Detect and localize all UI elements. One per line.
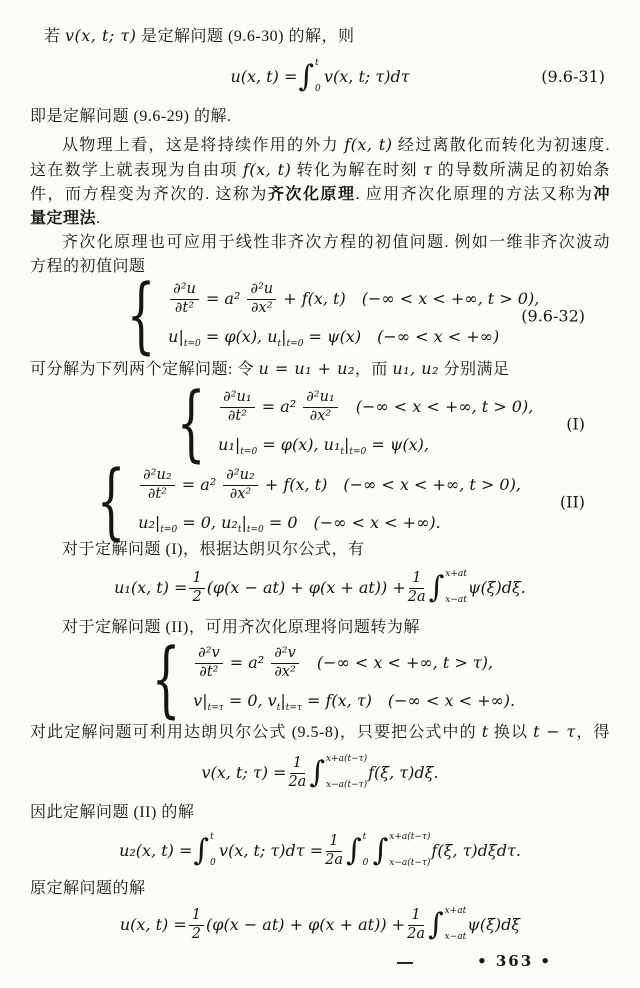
math-text: = ψ(x), <box>366 434 429 454</box>
lower-limit: x−a(t−τ) <box>389 858 431 869</box>
numerator: ∂²u₂ <box>223 468 257 486</box>
paragraph-application <box>30 231 610 279</box>
fraction <box>140 468 174 503</box>
fraction <box>247 282 276 317</box>
denominator: 2a <box>325 851 343 868</box>
body-text: 件，而方程变为齐次的. 这称为 <box>30 186 268 203</box>
body-text: 的导数所满足的初始条 <box>432 162 610 179</box>
math-text: | <box>281 326 287 346</box>
fraction <box>408 571 426 606</box>
math-text: = a² <box>176 474 222 494</box>
subscript: t=0 <box>240 447 258 458</box>
integral <box>193 833 218 869</box>
fraction <box>325 834 343 869</box>
integral <box>428 907 466 943</box>
integral <box>346 833 371 869</box>
lower-limit: x−at <box>445 595 467 606</box>
denominator: 2 <box>192 588 202 605</box>
upper-limit: x+at <box>444 906 467 916</box>
pde-row <box>138 468 521 503</box>
system-9-6-32: { $\frac{\text{∂²u}}{\text{∂t²}}$ = a² $\frac{\text{∂²u}}{\text{∂x²}}$ + f(x, t) (−∞ < x < +∞, t > 0), $u|_{t=0} = \varphi(x)$, $u_t|_{t=0} = \psi(x)$ (−∞ < x < +∞) (9.6-32) <box>126 268 585 363</box>
fraction <box>170 282 199 317</box>
numerator: 1 <box>408 908 423 926</box>
math-text: ψ(ξ)dξ. <box>467 578 526 598</box>
math-text: = a² <box>256 396 302 416</box>
system-I: { $\frac{\text{∂²u₁}}{\text{∂t²}}$ = a² $\frac{\text{∂²u₁}}{\text{∂x²}}$ (−∞ < x < +∞, t > 0), $u_1|_{t=0} = \varphi(x)$, $u_1_t|_{t=0} = \psi(x)$, (I) <box>176 376 585 471</box>
numerator: ∂²u <box>247 282 276 300</box>
body-text: 因此定解问题 (II) 的解 <box>30 804 195 821</box>
lhs: u₂(x, t) = <box>119 841 193 861</box>
fraction <box>288 756 306 791</box>
math-text: = φ(x), u₁ <box>257 434 341 454</box>
equation-v <box>30 751 610 795</box>
eq31-body: v(x, t; τ)dτ <box>323 67 410 87</box>
denominator: ∂t² <box>147 485 167 502</box>
system-v: { $\frac{\text{∂²v}}{\text{∂t²}}$ = a² $\frac{\text{∂²v}}{\text{∂x²}}$ (−∞ < x < +∞, t > τ), $v|_{t=\tau} = 0$, $v_t|_{t=\tau} = f(x$, τ) (−∞ < x < +∞). <box>151 632 516 727</box>
inline-math-f: f(x, t) <box>344 135 393 154</box>
integral-limits <box>445 907 467 943</box>
upper-limit: x+a(t−τ) <box>389 832 431 842</box>
math-text: = 0, v <box>223 690 277 710</box>
integral-sign: ∫ <box>372 832 389 868</box>
paragraph-line <box>30 158 610 183</box>
body-text: 对于定解问题 (I)，根据达朗贝尔公式，有 <box>62 541 365 558</box>
integral <box>429 570 467 606</box>
system-rows <box>133 468 521 536</box>
math-text: u| <box>168 326 184 346</box>
system-II: { $\frac{\text{∂²u₂}}{\text{∂t²}}$ = a² $\frac{\text{∂²u₂}}{\text{∂x²}}$ + f(x, t) (−∞ < x < +∞, t > 0), $u_2|_{t=0} = 0$, $u_2_t|_{t=0} = 0$ (−∞ < x < +∞). (II) <box>96 454 585 549</box>
term-impulse-2: 量定理法 <box>30 210 97 227</box>
denominator: ∂t² <box>227 407 247 424</box>
math-text: = φ(x), u <box>200 326 278 346</box>
numerator: 1 <box>189 571 204 589</box>
domain-condition: (−∞ < x < +∞, t > 0), <box>355 396 534 416</box>
math-text: ψ(ξ)dξ <box>467 915 521 935</box>
upper-limit: x+at <box>445 569 467 579</box>
subscript: t=0 <box>349 447 367 458</box>
inline-math-tau: τ <box>423 160 433 179</box>
lhs: u(x, t) = <box>119 915 187 935</box>
fraction <box>189 908 204 943</box>
intro-line <box>30 24 610 49</box>
subscript: t=0 <box>246 525 264 536</box>
body-text: 这在数学上就表现为自由项 <box>30 162 243 179</box>
solution-II-line <box>30 801 610 825</box>
subscript: t <box>276 703 281 714</box>
equation-number: (I) <box>566 414 585 434</box>
numerator: 1 <box>326 834 341 852</box>
domain-condition: (−∞ < x < +∞, t > 0), <box>343 474 521 494</box>
fraction <box>189 571 204 606</box>
domain-condition: (−∞ < x < +∞, t > τ), <box>316 652 494 672</box>
system-rows <box>213 390 533 458</box>
math-text: v(x, t; τ)dτ = <box>219 841 324 861</box>
integral-limits <box>363 833 371 869</box>
numerator: 1 <box>409 571 424 589</box>
subscript: t=0 <box>160 525 178 536</box>
body-text: 从物理上看，这是将持续作用的外力 <box>62 137 345 154</box>
math-text: (φ(x − at) + φ(x + at)) + <box>206 915 406 935</box>
integral-sign: ∫ <box>427 906 444 942</box>
body-text: 即是定解问题 (9.6-29) 的解. <box>30 108 232 125</box>
numerator: ∂²v <box>271 646 299 664</box>
numerator: 1 <box>290 756 305 774</box>
paragraph-line <box>30 231 610 255</box>
fraction <box>220 390 254 425</box>
math-text: v| <box>193 690 208 710</box>
math-text: = ψ(x) <box>303 326 362 346</box>
math-text: | <box>280 690 286 710</box>
fraction <box>271 646 299 681</box>
initial-condition-row <box>218 436 533 458</box>
fraction <box>303 390 337 425</box>
math-text: = 0 <box>263 512 298 532</box>
integral <box>309 755 367 791</box>
denominator: 2 <box>191 925 202 942</box>
inline-math-f: f(x, t) <box>242 160 292 179</box>
fraction <box>407 908 425 943</box>
body-text: 原定解问题的解 <box>30 880 146 897</box>
upper-limit: x+a(t−τ) <box>325 754 368 764</box>
equation-number: (9.6-31) <box>541 67 605 87</box>
upper-limit: t <box>210 832 214 842</box>
equation-u2 <box>30 829 610 873</box>
math-text: | <box>241 512 247 532</box>
math-text: + f(x, t) <box>278 288 346 308</box>
body-text: . <box>96 210 101 227</box>
initial-condition-row <box>193 692 515 714</box>
lower-limit: x−at <box>444 932 467 943</box>
body-line <box>30 105 610 129</box>
body-text: 对于定解问题 (II)，可用齐次化原理将问题转为解 <box>62 619 420 636</box>
denominator: 2a <box>407 925 425 942</box>
original-solution-line <box>30 877 610 901</box>
math-text: = 0, u₂ <box>177 512 238 532</box>
subscript: t <box>237 525 242 536</box>
integral-sign: ∫ <box>309 754 325 790</box>
denominator: 2a <box>407 588 426 605</box>
system-rows <box>188 646 515 714</box>
inline-math-u12: u₁, u₂ <box>392 359 439 378</box>
footer-mark <box>397 962 413 964</box>
body-text: . 应用齐次化原理的方法又称为 <box>355 186 594 203</box>
upper-limit: t <box>362 832 367 842</box>
numerator: ∂²u₂ <box>140 468 174 486</box>
subscript: t <box>340 447 344 458</box>
intro-text-1: 若 <box>44 28 66 45</box>
math-text: u₁| <box>218 434 241 454</box>
term-homogenization-principle: 齐次化原理 <box>267 186 356 203</box>
body-text: ，而 <box>354 361 393 378</box>
inline-math-v: v(x, t; τ) <box>65 26 137 45</box>
body-text: 转化为解在时刻 <box>291 162 424 179</box>
integral <box>298 59 323 95</box>
paragraph-line <box>30 255 610 279</box>
inline-math-t-tau: t − τ <box>533 722 576 741</box>
page-number: • 363 • <box>477 952 552 970</box>
integral <box>373 833 431 869</box>
math-text: = f(x, τ) <box>301 690 372 710</box>
body-text: 经过离散化而转化为初速度. <box>392 137 610 154</box>
pde-row <box>193 646 515 681</box>
term-impulse-1: 冲 <box>593 186 610 203</box>
lower-limit: 0 <box>362 858 369 869</box>
initial-condition-row <box>168 328 539 350</box>
numerator: ∂²u₁ <box>220 390 254 408</box>
lower-limit: x−a(t−τ) <box>325 780 368 791</box>
lower-limit: 0 <box>314 84 321 95</box>
domain-condition: (−∞ < x < +∞). <box>313 512 441 532</box>
paragraph-line <box>30 183 610 207</box>
math-text: (φ(x − at) + φ(x + at)) + <box>206 578 406 598</box>
subscript: t <box>277 339 282 350</box>
lower-limit: 0 <box>210 858 216 869</box>
equation-u1 <box>30 566 610 610</box>
denominator: 2a <box>288 773 307 790</box>
inline-math-t: t <box>481 722 489 741</box>
pde-row <box>218 390 533 425</box>
math-text: | <box>343 434 350 454</box>
fraction <box>195 646 223 681</box>
domain-condition: (−∞ < x < +∞) <box>377 326 500 346</box>
domain-condition: (−∞ < x < +∞, t > 0), <box>361 288 540 308</box>
eq31-lhs: u(x, t) = <box>230 67 298 87</box>
numerator: ∂²u <box>170 282 199 300</box>
body-text: 方程的初值问题 <box>30 258 146 275</box>
domain-condition: (−∞ < x < +∞). <box>387 690 516 710</box>
problem-II-line <box>30 616 610 640</box>
subscript: t=0 <box>286 339 304 350</box>
subscript: t=0 <box>183 339 201 350</box>
integral-limits <box>445 570 467 606</box>
initial-condition-row <box>138 514 521 536</box>
denominator: ∂x² <box>309 407 332 424</box>
paragraph-line <box>30 207 610 231</box>
subscript: t=τ <box>285 703 302 714</box>
equation-u-final <box>30 903 610 947</box>
denominator: ∂x² <box>274 663 296 680</box>
denominator: ∂t² <box>174 299 195 316</box>
math-text: f(ξ, τ)dξdτ. <box>431 841 521 861</box>
upper-limit: t <box>314 58 319 68</box>
integral-sign: ∫ <box>345 832 362 868</box>
subscript: t=τ <box>207 703 224 714</box>
math-text: + f(x, t) <box>259 474 328 494</box>
numerator: ∂²u₁ <box>303 390 337 408</box>
lhs: u₁(x, t) = <box>114 578 188 598</box>
math-text: = a² <box>200 288 246 308</box>
integral-sign: ∫ <box>428 569 445 605</box>
integral-limits <box>389 833 430 869</box>
body-text: 齐次化原理也可应用于线性非齐次方程的初值问题. 例如一维非齐次波动 <box>62 234 610 251</box>
fraction <box>223 468 257 503</box>
intro-text-2: 是定解问题 (9.6-30) 的解，则 <box>136 28 355 45</box>
paragraph-line <box>30 133 610 158</box>
lhs: v(x, t; τ) = <box>201 763 287 783</box>
equation-9-6-31 <box>30 55 610 99</box>
equation-number: (9.6-32) <box>521 306 585 326</box>
integral-limits <box>315 59 323 95</box>
body-text: 可分解为下列两个定解问题: 令 <box>30 361 259 378</box>
math-text: f(ξ, τ)dξ. <box>368 763 439 783</box>
equation-number: (II) <box>559 492 585 512</box>
integral-limits <box>210 833 218 869</box>
numerator: ∂²v <box>195 646 223 664</box>
system-rows <box>163 282 539 350</box>
body-text: 分别满足 <box>438 361 510 378</box>
pde-row <box>168 282 539 317</box>
math-text: = a² <box>224 652 270 672</box>
body-text: ，得 <box>575 724 610 741</box>
substitute-line <box>30 720 610 745</box>
integral-limits <box>326 755 367 791</box>
math-text: u₂| <box>138 512 161 532</box>
numerator: 1 <box>189 908 204 926</box>
inline-math-u-sum: u = u₁ + u₂ <box>258 359 355 378</box>
body-text: 对此定解问题可利用达朗贝尔公式 (9.5-8)，只要把公式中的 <box>30 724 482 741</box>
integral-sign: ∫ <box>193 832 210 868</box>
denominator: ∂t² <box>199 663 219 680</box>
integral-sign: ∫ <box>298 58 314 94</box>
decompose-line <box>30 357 610 382</box>
paragraph-physics <box>30 133 610 231</box>
body-text: 换以 <box>488 724 534 741</box>
denominator: ∂x² <box>251 299 273 316</box>
denominator: ∂x² <box>229 485 252 502</box>
